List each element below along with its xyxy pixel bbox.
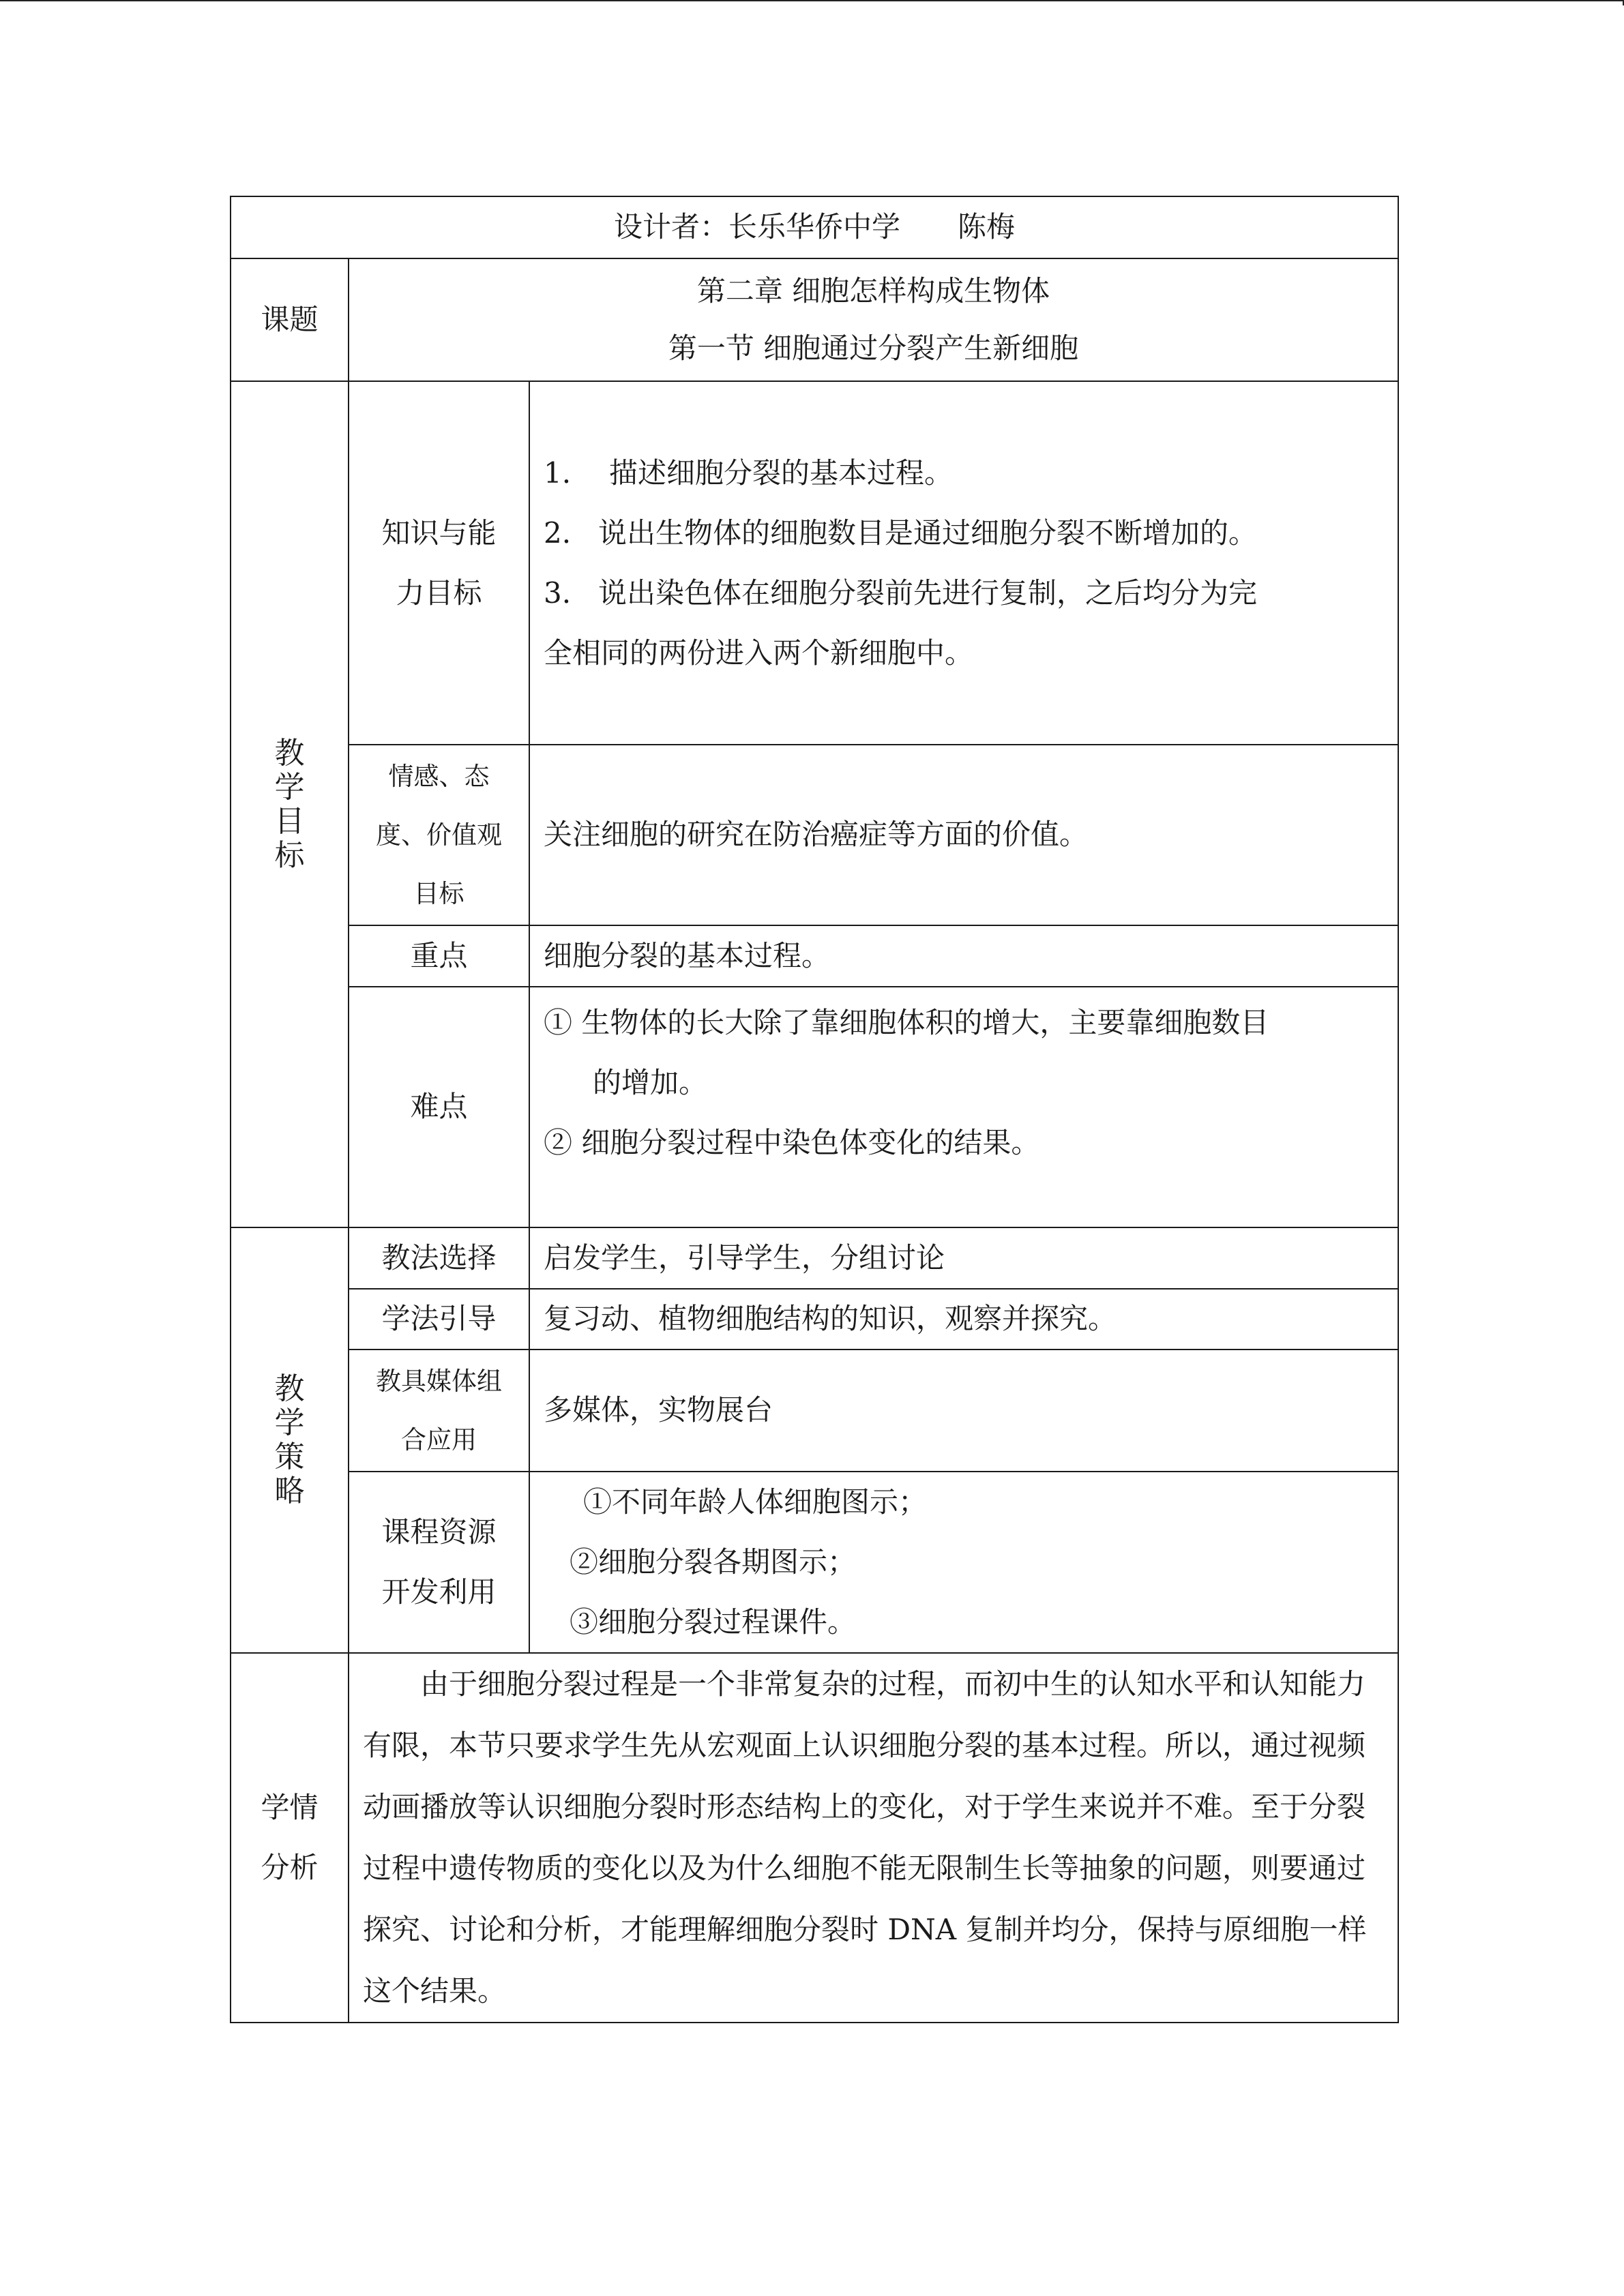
knowledge-label: 知识与能 力目标: [349, 381, 529, 745]
difficulty-1: ① 生物体的长大除了靠细胞体积的增大，主要靠细胞数目: [544, 1006, 1269, 1039]
knowledge-goal-3: 3. 说出染色体在细胞分裂前先进行复制，之后均分为完: [544, 576, 1258, 610]
analysis-label: 学情 分析: [231, 1653, 349, 2023]
knowledge-goal-1: 1. 描述细胞分裂的基本过程。: [544, 456, 954, 490]
method-text: 启发学生，引导学生，分组讨论: [529, 1227, 1398, 1289]
designer-row: [231, 196, 1398, 258]
difficulty-row: [231, 987, 1398, 1227]
method-row: [231, 1227, 1398, 1289]
topic-cell: [349, 258, 1398, 381]
difficulty-2: ② 细胞分裂过程中染色体变化的结果。: [544, 1126, 1040, 1159]
media-text: 多媒体，实物展台: [529, 1350, 1398, 1472]
chapter-title: 第二章 细胞怎样构成生物体: [696, 274, 1050, 308]
topic-label: 课题: [231, 258, 349, 381]
study-row: [231, 1289, 1398, 1350]
knowledge-goal-3-cont: 全相同的两份进入两个新细胞中。: [544, 636, 974, 670]
difficulty-1-cont: 的增加。: [593, 1066, 708, 1099]
analysis-row: [231, 1653, 1398, 2023]
lesson-plan-table: [230, 196, 1399, 2023]
strategy-group-label: 教 学 策 略: [231, 1227, 349, 1653]
media-row: [231, 1350, 1398, 1472]
objectives-group-label: 教 学 目 标: [231, 381, 349, 1227]
attitude-row: [231, 745, 1398, 925]
attitude-goal: 关注细胞的研究在防治癌症等方面的价值。: [529, 745, 1398, 925]
designer-cell: [231, 196, 1398, 258]
key-point-row: [231, 925, 1398, 987]
analysis-text: 由于细胞分裂过程是一个非常复杂的过程，而初中生的认知水平和认知能力有限，本节只要求学生先从宏观面上认识细胞分裂的基本过程。所以，通过视频动画播放等认识细胞分裂时形态结构上的变化，对于学生来说并不难。至于分裂过程中遗传物质的变化以及为什么细胞不能无限制生长等抽象的问题，则要通过探究、讨论和分析，才能理解细胞分裂时 DNA 复制并均分，保持与原细胞一样这个结果。: [349, 1653, 1398, 2023]
resource-2: ②细胞分裂各期图示；: [570, 1545, 857, 1579]
resources-list: [529, 1472, 1398, 1653]
attitude-label: 情感、态 度、价值观 目标: [349, 745, 529, 925]
resources-label: 课程资源 开发利用: [349, 1472, 529, 1653]
difficulty-list: [529, 987, 1398, 1227]
key-point-label: 重点: [349, 925, 529, 987]
knowledge-row: [231, 381, 1398, 745]
resources-row: [231, 1472, 1398, 1653]
section-title: 第一节 细胞通过分裂产生新细胞: [668, 331, 1079, 365]
knowledge-goal-2: 2. 说出生物体的细胞数目是通过细胞分裂不断增加的。: [544, 516, 1258, 550]
designer-text: 设计者：长乐华侨中学 陈梅: [613, 210, 1015, 244]
media-label: 教具媒体组 合应用: [349, 1350, 529, 1472]
study-label: 学法引导: [349, 1289, 529, 1350]
topic-row: [231, 258, 1398, 381]
resource-1: ①不同年龄人体细胞图示；: [583, 1485, 928, 1519]
difficulty-label: 难点: [349, 987, 529, 1227]
resource-3: ③细胞分裂过程课件。: [570, 1605, 857, 1639]
study-text: 复习动、植物细胞结构的知识，观察并探究。: [529, 1289, 1398, 1350]
key-point-text: 细胞分裂的基本过程。: [529, 925, 1398, 987]
method-label: 教法选择: [349, 1227, 529, 1289]
page-top-border: [0, 0, 1624, 1]
knowledge-goals: [529, 381, 1398, 745]
